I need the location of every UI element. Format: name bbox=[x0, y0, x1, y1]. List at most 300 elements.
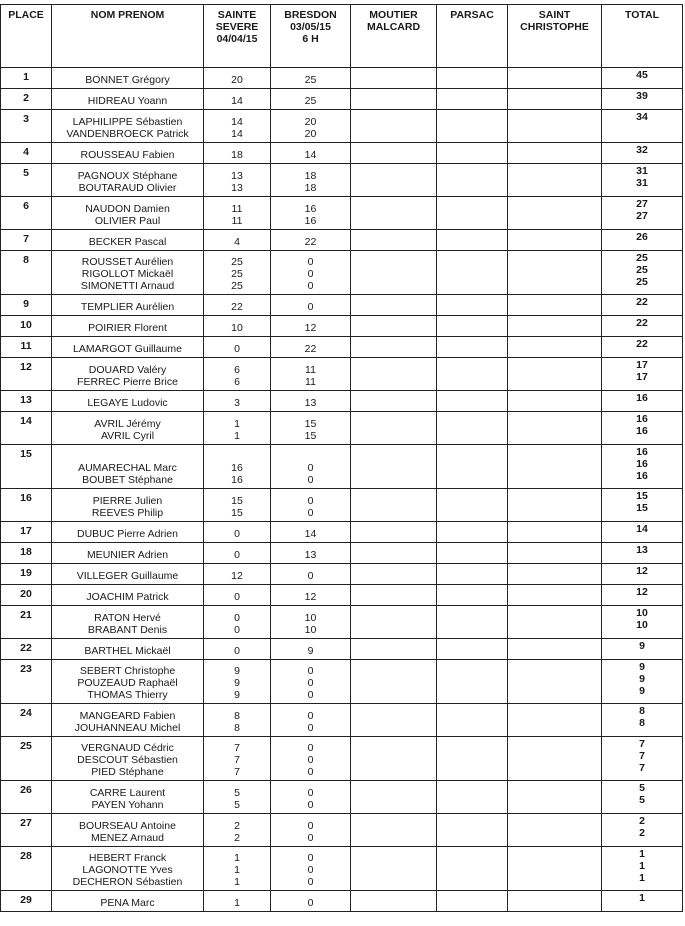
runner-name: LAMARGOT Guillaume bbox=[73, 343, 182, 355]
place-cell bbox=[1, 737, 52, 781]
place-cell bbox=[1, 814, 52, 847]
runner-name: ROUSSET Aurélien bbox=[81, 256, 174, 268]
runner-name: REEVES Philip bbox=[91, 507, 164, 519]
total-points: 1 bbox=[639, 860, 645, 872]
sainte-severe-cell bbox=[204, 585, 271, 606]
bresdon-cell bbox=[271, 891, 351, 912]
parsac-cell bbox=[437, 251, 508, 295]
bresdon-points: 0 bbox=[307, 256, 314, 268]
bresdon-points: 14 bbox=[304, 528, 317, 540]
name-cell bbox=[52, 197, 204, 230]
total-points: 9 bbox=[639, 685, 645, 697]
bresdon-cell bbox=[271, 316, 351, 337]
parsac-cell bbox=[437, 606, 508, 639]
total-points: 1 bbox=[639, 892, 645, 904]
place-cell bbox=[1, 564, 52, 585]
total-cell bbox=[602, 639, 683, 660]
sainte-severe-points: 0 bbox=[234, 343, 240, 355]
bresdon-points: 14 bbox=[304, 149, 317, 161]
bresdon-points: 13 bbox=[304, 397, 317, 409]
place-value: 24 bbox=[20, 707, 32, 719]
saint-christophe-cell bbox=[508, 606, 602, 639]
name-cell bbox=[52, 412, 204, 445]
sainte-severe-cell bbox=[204, 891, 271, 912]
parsac-cell bbox=[437, 230, 508, 251]
moutier-malcard-cell bbox=[351, 358, 437, 391]
place-cell bbox=[1, 143, 52, 164]
runner-name: POUZEAUD Raphaël bbox=[77, 677, 178, 689]
place-cell bbox=[1, 295, 52, 316]
table-row bbox=[1, 251, 683, 295]
bresdon-points: 0 bbox=[307, 876, 314, 888]
name-cell bbox=[52, 891, 204, 912]
runner-name: LEGAYE Ludovic bbox=[87, 397, 168, 409]
total-cell bbox=[602, 89, 683, 110]
sainte-severe-cell bbox=[204, 230, 271, 251]
total-cell bbox=[602, 543, 683, 564]
bresdon-points: 0 bbox=[307, 820, 314, 832]
total-points: 34 bbox=[636, 111, 648, 123]
runner-name: BONNET Grégory bbox=[85, 74, 170, 86]
parsac-cell bbox=[437, 412, 508, 445]
bresdon-points: 0 bbox=[307, 570, 314, 582]
parsac-cell bbox=[437, 358, 508, 391]
sainte-severe-cell bbox=[204, 489, 271, 522]
bresdon-points: 0 bbox=[307, 280, 314, 292]
sainte-severe-points: 22 bbox=[231, 301, 243, 313]
place-value: 11 bbox=[20, 340, 32, 352]
bresdon-points: 20 bbox=[304, 128, 317, 140]
saint-christophe-cell bbox=[508, 197, 602, 230]
place-cell bbox=[1, 522, 52, 543]
runner-name: POIRIER Florent bbox=[88, 322, 167, 334]
saint-christophe-cell bbox=[508, 251, 602, 295]
total-points: 2 bbox=[639, 815, 645, 827]
runner-name: BECKER Pascal bbox=[88, 236, 167, 248]
table-row bbox=[1, 781, 683, 814]
bresdon-cell bbox=[271, 522, 351, 543]
bresdon-cell bbox=[271, 445, 351, 489]
runner-name: MEUNIER Adrien bbox=[86, 549, 169, 561]
total-points: 22 bbox=[636, 317, 648, 329]
sainte-severe-points: 20 bbox=[231, 74, 243, 86]
parsac-cell bbox=[437, 295, 508, 316]
total-cell bbox=[602, 143, 683, 164]
sainte-severe-cell bbox=[204, 89, 271, 110]
place-cell bbox=[1, 251, 52, 295]
total-points: 22 bbox=[636, 338, 648, 350]
total-cell bbox=[602, 891, 683, 912]
bresdon-cell bbox=[271, 251, 351, 295]
runner-name: MANGEARD Fabien bbox=[79, 710, 176, 722]
moutier-malcard-cell bbox=[351, 814, 437, 847]
table-row bbox=[1, 704, 683, 737]
saint-christophe-cell bbox=[508, 230, 602, 251]
table-row bbox=[1, 489, 683, 522]
place-value: 3 bbox=[23, 113, 29, 125]
header-name: NOM PRENOM bbox=[52, 5, 204, 68]
bresdon-points: 15 bbox=[304, 430, 317, 442]
place-value: 23 bbox=[20, 663, 32, 675]
header-moutier-malcard: MOUTIER MALCARD bbox=[351, 5, 437, 68]
runner-name: FERREC Pierre Brice bbox=[77, 376, 178, 388]
sainte-severe-points: 13 bbox=[231, 182, 243, 194]
bresdon-points: 0 bbox=[307, 677, 314, 689]
runner-name: PIED Stéphane bbox=[91, 766, 164, 778]
runner-name: VILLEGER Guillaume bbox=[76, 570, 179, 582]
sainte-severe-cell bbox=[204, 295, 271, 316]
total-points: 9 bbox=[639, 661, 645, 673]
total-points: 9 bbox=[639, 673, 645, 685]
bresdon-cell bbox=[271, 737, 351, 781]
bresdon-points: 11 bbox=[305, 376, 316, 388]
total-points: 31 bbox=[636, 177, 648, 189]
sainte-severe-cell bbox=[204, 660, 271, 704]
saint-christophe-cell bbox=[508, 295, 602, 316]
bresdon-cell bbox=[271, 337, 351, 358]
sainte-severe-points: 0 bbox=[234, 591, 240, 603]
sainte-severe-cell bbox=[204, 564, 271, 585]
place-value: 15 bbox=[20, 448, 32, 460]
runner-name: PAGNOUX Stéphane bbox=[77, 170, 178, 182]
bresdon-cell bbox=[271, 543, 351, 564]
runner-name: AUMARECHAL Marc bbox=[78, 462, 177, 474]
name-cell bbox=[52, 585, 204, 606]
bresdon-cell bbox=[271, 110, 351, 143]
header-total: TOTAL bbox=[602, 5, 683, 68]
total-points: 25 bbox=[636, 276, 648, 288]
sainte-severe-points: 5 bbox=[234, 787, 240, 799]
bresdon-cell bbox=[271, 197, 351, 230]
moutier-malcard-cell bbox=[351, 585, 437, 606]
name-cell bbox=[52, 110, 204, 143]
total-cell bbox=[602, 68, 683, 89]
parsac-cell bbox=[437, 781, 508, 814]
total-cell bbox=[602, 197, 683, 230]
sainte-severe-points: 13 bbox=[231, 170, 243, 182]
table-row bbox=[1, 89, 683, 110]
total-cell bbox=[602, 522, 683, 543]
sainte-severe-points: 1 bbox=[234, 864, 240, 876]
moutier-malcard-cell bbox=[351, 639, 437, 660]
bresdon-points: 0 bbox=[307, 787, 314, 799]
bresdon-points: 0 bbox=[307, 864, 314, 876]
table-row bbox=[1, 606, 683, 639]
place-cell bbox=[1, 489, 52, 522]
place-cell bbox=[1, 781, 52, 814]
place-value: 2 bbox=[23, 92, 29, 104]
place-cell bbox=[1, 412, 52, 445]
total-cell bbox=[602, 781, 683, 814]
moutier-malcard-cell bbox=[351, 391, 437, 412]
table-row bbox=[1, 891, 683, 912]
moutier-malcard-cell bbox=[351, 781, 437, 814]
total-points: 10 bbox=[636, 619, 648, 631]
table-row bbox=[1, 814, 683, 847]
standings-body bbox=[1, 68, 683, 912]
bresdon-cell bbox=[271, 489, 351, 522]
saint-christophe-cell bbox=[508, 847, 602, 891]
bresdon-cell bbox=[271, 89, 351, 110]
runner-name: BOUBET Stéphane bbox=[82, 474, 173, 486]
table-row bbox=[1, 412, 683, 445]
saint-christophe-cell bbox=[508, 781, 602, 814]
sainte-severe-points: 4 bbox=[234, 236, 240, 248]
name-cell bbox=[52, 660, 204, 704]
table-row bbox=[1, 445, 683, 489]
bresdon-cell bbox=[271, 143, 351, 164]
saint-christophe-cell bbox=[508, 660, 602, 704]
sainte-severe-points: 15 bbox=[231, 495, 243, 507]
total-cell bbox=[602, 358, 683, 391]
name-cell bbox=[52, 489, 204, 522]
total-points: 5 bbox=[639, 794, 645, 806]
moutier-malcard-cell bbox=[351, 445, 437, 489]
total-points: 27 bbox=[636, 210, 648, 222]
total-cell bbox=[602, 295, 683, 316]
moutier-malcard-cell bbox=[351, 543, 437, 564]
table-row bbox=[1, 197, 683, 230]
sainte-severe-points: 15 bbox=[231, 507, 243, 519]
parsac-cell bbox=[437, 847, 508, 891]
total-cell bbox=[602, 316, 683, 337]
sainte-severe-points: 1 bbox=[234, 897, 240, 909]
moutier-malcard-cell bbox=[351, 295, 437, 316]
bresdon-points: 22 bbox=[304, 343, 317, 355]
sainte-severe-cell bbox=[204, 847, 271, 891]
sainte-severe-points: 8 bbox=[234, 710, 240, 722]
sainte-severe-cell bbox=[204, 316, 271, 337]
bresdon-points: 0 bbox=[307, 689, 314, 701]
saint-christophe-cell bbox=[508, 585, 602, 606]
total-points: 8 bbox=[639, 705, 645, 717]
saint-christophe-cell bbox=[508, 337, 602, 358]
sainte-severe-points: 7 bbox=[234, 742, 240, 754]
runner-name: AVRIL Cyril bbox=[100, 430, 155, 442]
place-cell bbox=[1, 358, 52, 391]
sainte-severe-points: 0 bbox=[234, 549, 240, 561]
place-cell bbox=[1, 391, 52, 412]
saint-christophe-cell bbox=[508, 737, 602, 781]
sainte-severe-points: 0 bbox=[234, 528, 240, 540]
total-points: 15 bbox=[636, 502, 648, 514]
name-cell bbox=[52, 737, 204, 781]
parsac-cell bbox=[437, 445, 508, 489]
total-cell bbox=[602, 814, 683, 847]
saint-christophe-cell bbox=[508, 412, 602, 445]
name-cell bbox=[52, 606, 204, 639]
saint-christophe-cell bbox=[508, 164, 602, 197]
bresdon-points: 0 bbox=[307, 710, 314, 722]
runner-name: VANDENBROECK Patrick bbox=[66, 128, 189, 140]
place-cell bbox=[1, 585, 52, 606]
bresdon-points: 16 bbox=[304, 203, 317, 215]
total-cell bbox=[602, 564, 683, 585]
sainte-severe-cell bbox=[204, 639, 271, 660]
total-points: 16 bbox=[636, 446, 648, 458]
bresdon-points: 0 bbox=[307, 897, 314, 909]
moutier-malcard-cell bbox=[351, 316, 437, 337]
sainte-severe-points: 9 bbox=[234, 665, 240, 677]
name-cell bbox=[52, 337, 204, 358]
sainte-severe-cell bbox=[204, 337, 271, 358]
parsac-cell bbox=[437, 68, 508, 89]
place-cell bbox=[1, 110, 52, 143]
sainte-severe-cell bbox=[204, 68, 271, 89]
bresdon-cell bbox=[271, 847, 351, 891]
total-points: 17 bbox=[636, 359, 648, 371]
total-points: 39 bbox=[636, 90, 648, 102]
bresdon-points: 25 bbox=[304, 74, 317, 86]
bresdon-points: 11 bbox=[305, 364, 316, 376]
name-cell bbox=[52, 781, 204, 814]
saint-christophe-cell bbox=[508, 639, 602, 660]
table-row bbox=[1, 316, 683, 337]
bresdon-points: 0 bbox=[307, 665, 314, 677]
bresdon-points: 22 bbox=[304, 236, 317, 248]
sainte-severe-points: 1 bbox=[234, 876, 240, 888]
total-points: 16 bbox=[636, 470, 648, 482]
sainte-severe-points: 10 bbox=[231, 322, 243, 334]
bresdon-points: 0 bbox=[307, 766, 314, 778]
parsac-cell bbox=[437, 639, 508, 660]
runner-name: AVRIL Jérémy bbox=[94, 418, 161, 430]
bresdon-points: 0 bbox=[307, 474, 314, 486]
moutier-malcard-cell bbox=[351, 847, 437, 891]
parsac-cell bbox=[437, 564, 508, 585]
bresdon-points: 0 bbox=[307, 268, 314, 280]
saint-christophe-cell bbox=[508, 445, 602, 489]
header-sainte-severe: SAINTE SEVERE 04/04/15 bbox=[204, 5, 271, 68]
table-row bbox=[1, 660, 683, 704]
total-points: 32 bbox=[636, 144, 648, 156]
bresdon-cell bbox=[271, 564, 351, 585]
place-value: 9 bbox=[23, 298, 29, 310]
bresdon-cell bbox=[271, 585, 351, 606]
total-points: 16 bbox=[636, 458, 648, 470]
sainte-severe-points: 16 bbox=[231, 462, 243, 474]
place-cell bbox=[1, 445, 52, 489]
total-points: 22 bbox=[636, 296, 648, 308]
total-points: 16 bbox=[636, 425, 648, 437]
name-cell bbox=[52, 164, 204, 197]
sainte-severe-cell bbox=[204, 704, 271, 737]
bresdon-points: 0 bbox=[307, 722, 314, 734]
total-cell bbox=[602, 847, 683, 891]
moutier-malcard-cell bbox=[351, 143, 437, 164]
table-row bbox=[1, 358, 683, 391]
sainte-severe-points: 2 bbox=[234, 820, 240, 832]
sainte-severe-cell bbox=[204, 110, 271, 143]
moutier-malcard-cell bbox=[351, 251, 437, 295]
sainte-severe-cell bbox=[204, 164, 271, 197]
total-points: 26 bbox=[636, 231, 648, 243]
table-row bbox=[1, 639, 683, 660]
runner-name: RIGOLLOT Mickaël bbox=[81, 268, 174, 280]
sainte-severe-points: 7 bbox=[234, 766, 240, 778]
sainte-severe-points: 14 bbox=[231, 128, 243, 140]
table-row bbox=[1, 230, 683, 251]
bresdon-points: 0 bbox=[307, 507, 314, 519]
bresdon-points: 12 bbox=[304, 322, 317, 334]
sainte-severe-points: 5 bbox=[234, 799, 240, 811]
place-value: 1 bbox=[23, 71, 29, 83]
bresdon-cell bbox=[271, 164, 351, 197]
sainte-severe-cell bbox=[204, 143, 271, 164]
parsac-cell bbox=[437, 197, 508, 230]
bresdon-points: 25 bbox=[304, 95, 317, 107]
bresdon-points: 10 bbox=[304, 624, 317, 636]
sainte-severe-points: 25 bbox=[231, 280, 243, 292]
table-row bbox=[1, 564, 683, 585]
bresdon-points: 18 bbox=[304, 170, 317, 182]
sainte-severe-points: 25 bbox=[231, 268, 243, 280]
moutier-malcard-cell bbox=[351, 412, 437, 445]
bresdon-points: 0 bbox=[307, 742, 314, 754]
place-cell bbox=[1, 68, 52, 89]
table-row bbox=[1, 143, 683, 164]
moutier-malcard-cell bbox=[351, 164, 437, 197]
bresdon-points: 12 bbox=[304, 591, 317, 603]
runner-name: BRABANT Denis bbox=[87, 624, 168, 636]
bresdon-cell bbox=[271, 391, 351, 412]
runner-name: MENEZ Arnaud bbox=[91, 832, 164, 844]
runner-name: SIMONETTI Arnaud bbox=[80, 280, 175, 292]
table-row bbox=[1, 737, 683, 781]
saint-christophe-cell bbox=[508, 68, 602, 89]
total-cell bbox=[602, 445, 683, 489]
runner-name: PAYEN Yohann bbox=[91, 799, 164, 811]
sainte-severe-cell bbox=[204, 737, 271, 781]
moutier-malcard-cell bbox=[351, 891, 437, 912]
bresdon-cell bbox=[271, 358, 351, 391]
table-row bbox=[1, 164, 683, 197]
runner-name: BOURSEAU Antoine bbox=[79, 820, 176, 832]
sainte-severe-points: 14 bbox=[231, 95, 243, 107]
sainte-severe-points: 2 bbox=[234, 832, 240, 844]
place-cell bbox=[1, 316, 52, 337]
runner-name: LAPHILIPPE Sébastien bbox=[72, 116, 183, 128]
bresdon-cell bbox=[271, 660, 351, 704]
bresdon-points: 0 bbox=[307, 462, 314, 474]
moutier-malcard-cell bbox=[351, 564, 437, 585]
runner-name: DOUARD Valéry bbox=[88, 364, 167, 376]
table-row bbox=[1, 295, 683, 316]
runner-name: ROUSSEAU Fabien bbox=[80, 149, 175, 161]
name-cell bbox=[52, 251, 204, 295]
moutier-malcard-cell bbox=[351, 110, 437, 143]
runner-name: NAUDON Damien bbox=[85, 203, 170, 215]
bresdon-points: 15 bbox=[304, 418, 317, 430]
place-value: 22 bbox=[20, 642, 32, 654]
standings-sheet bbox=[0, 4, 685, 920]
sainte-severe-cell bbox=[204, 445, 271, 489]
total-points: 10 bbox=[636, 607, 648, 619]
sainte-severe-points: 6 bbox=[234, 376, 240, 388]
sainte-severe-points: 0 bbox=[234, 645, 240, 657]
name-cell bbox=[52, 89, 204, 110]
table-row bbox=[1, 522, 683, 543]
sainte-severe-points: 1 bbox=[234, 418, 240, 430]
bresdon-cell bbox=[271, 295, 351, 316]
total-cell bbox=[602, 337, 683, 358]
parsac-cell bbox=[437, 814, 508, 847]
saint-christophe-cell bbox=[508, 564, 602, 585]
runner-name: TEMPLIER Aurélien bbox=[80, 301, 175, 313]
name-cell bbox=[52, 445, 204, 489]
parsac-cell bbox=[437, 737, 508, 781]
saint-christophe-cell bbox=[508, 814, 602, 847]
